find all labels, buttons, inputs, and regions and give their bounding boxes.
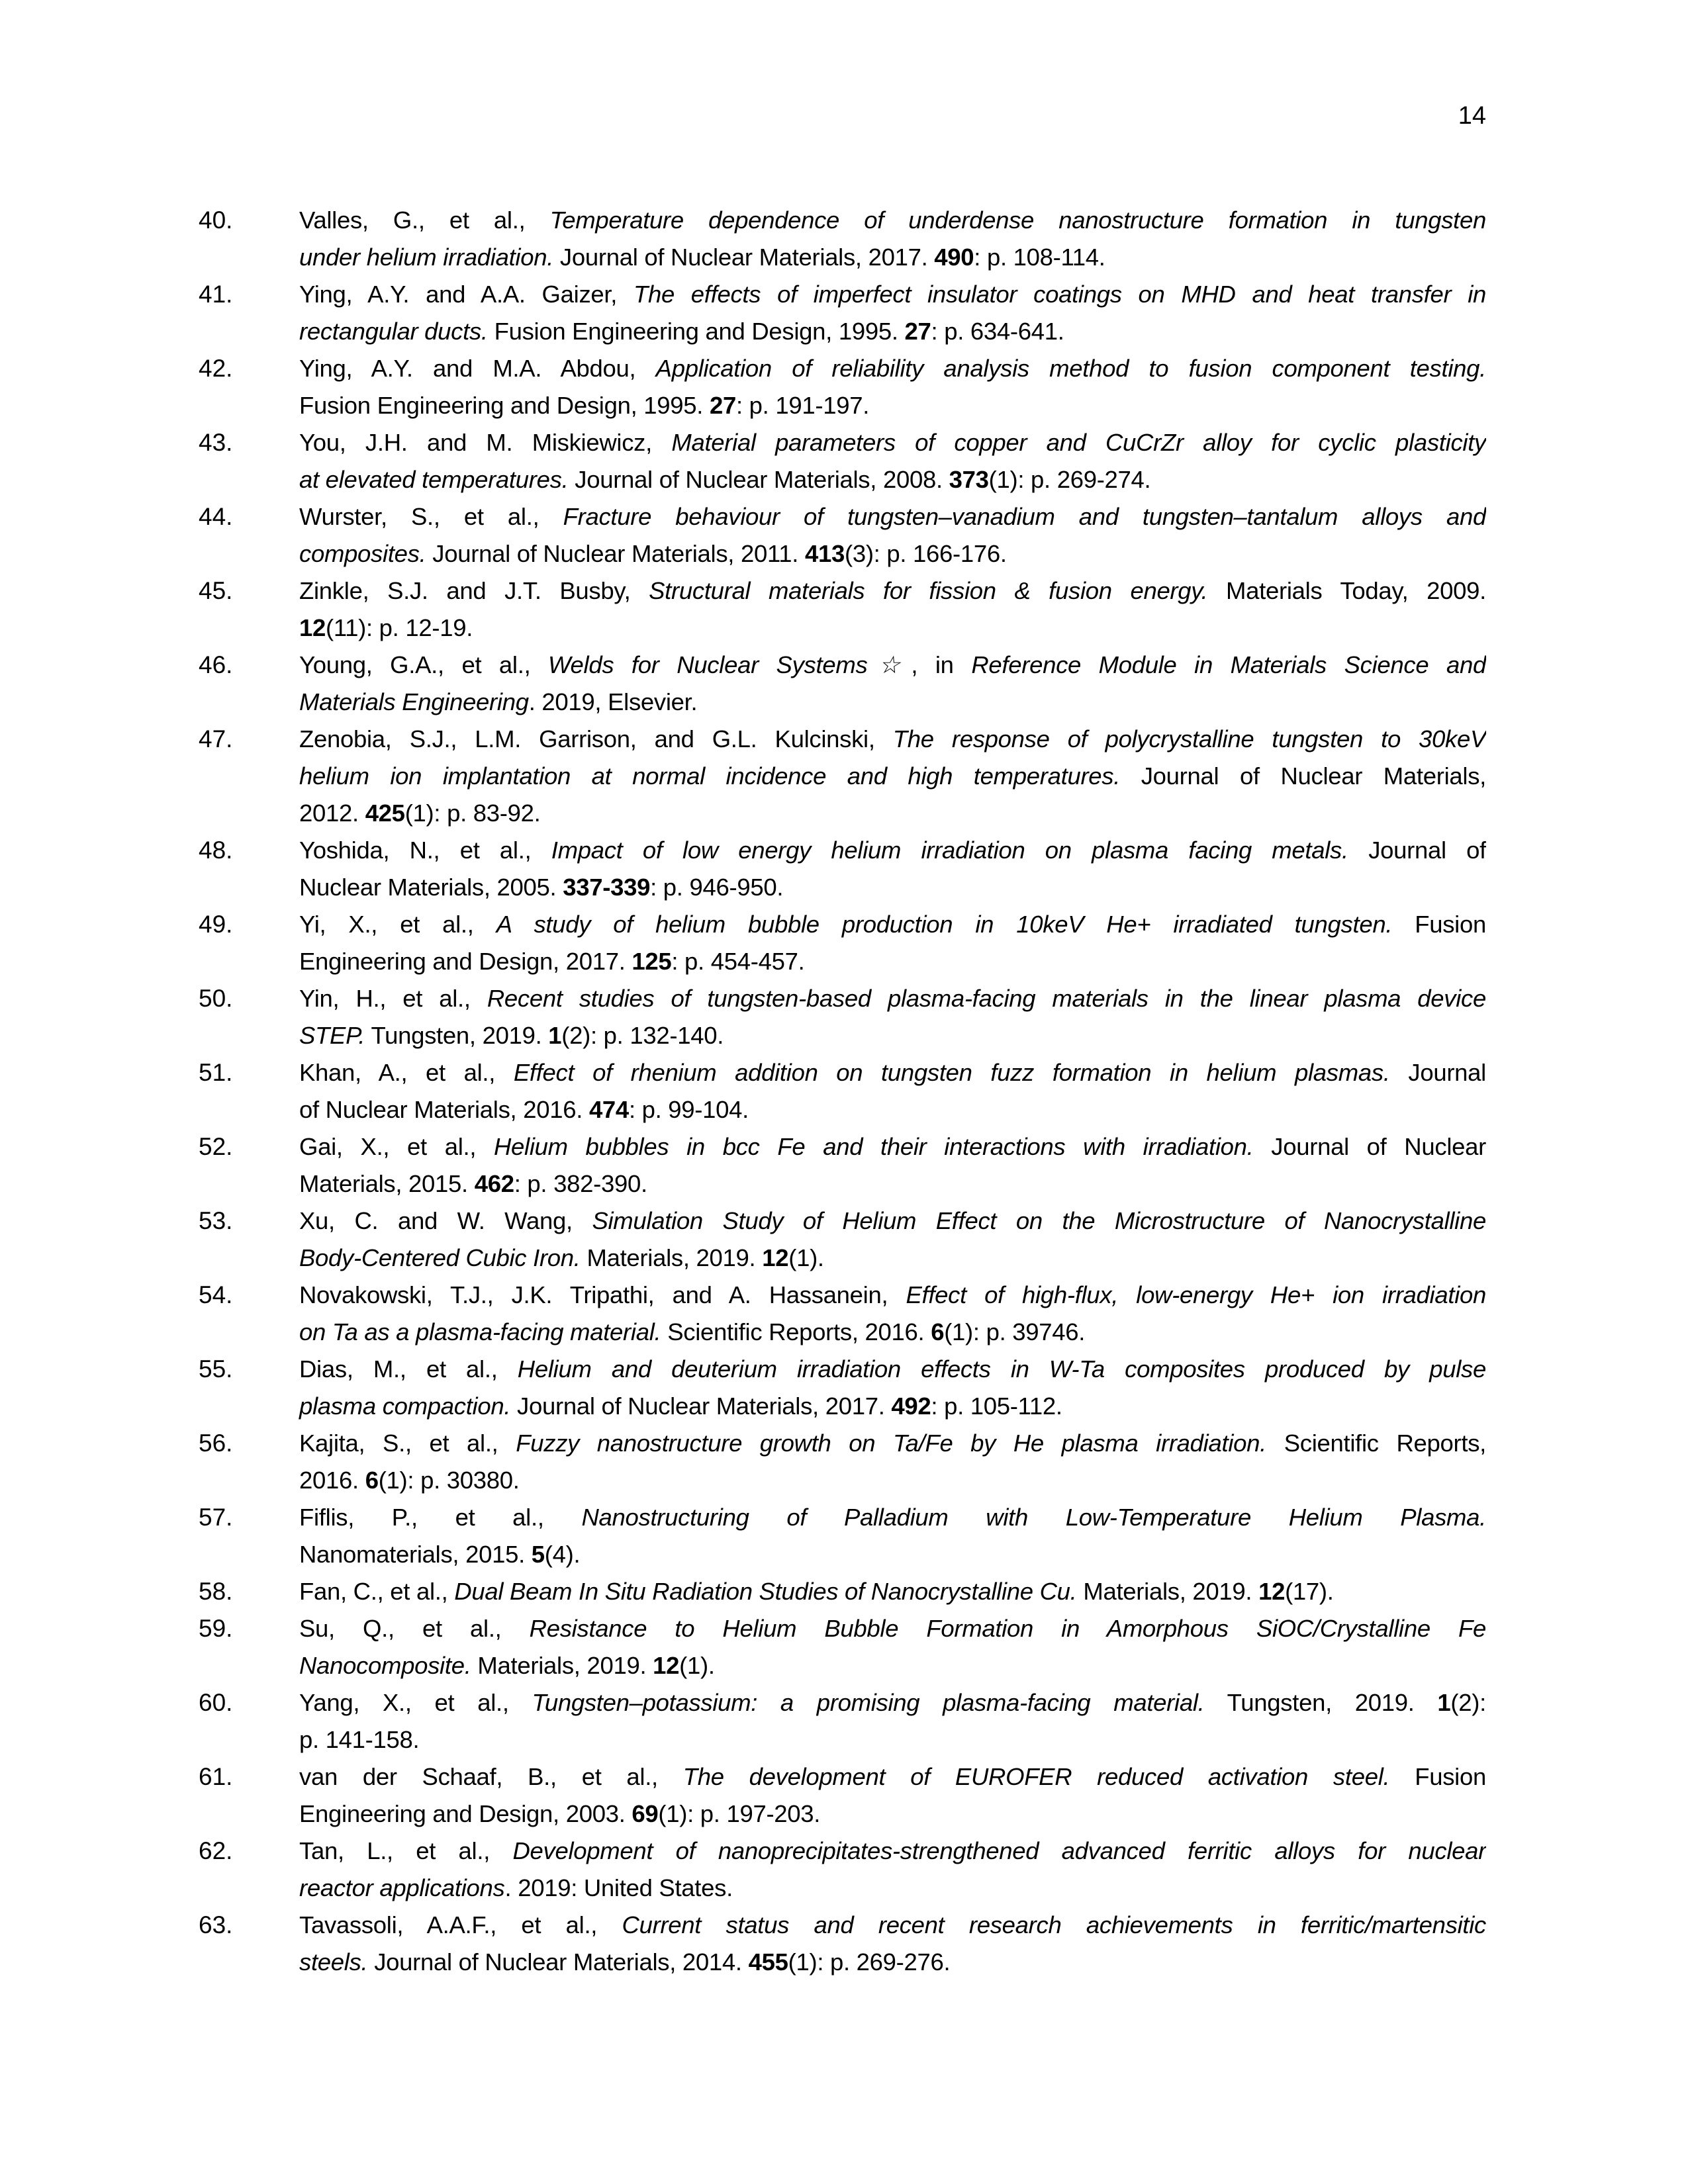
reference-text: : p. 454-457. — [671, 948, 805, 975]
reference-title-text: Application of reliability analysis method to fusion component testing. — [655, 355, 1486, 382]
reference-line — [299, 1091, 1486, 1128]
reference-number: 41. — [199, 281, 233, 308]
reference-text: Nanomaterials, 2015. — [299, 1541, 532, 1568]
reference-text: Journal of Nuclear Materials, 2017. — [510, 1392, 892, 1420]
reference-number: 51. — [199, 1059, 233, 1086]
reference-title-text: under helium irradiation. — [299, 244, 554, 271]
reference-volume-text: 1 — [1437, 1689, 1451, 1716]
reference-line — [299, 1388, 1486, 1425]
reference-text: Fusion — [1392, 911, 1486, 938]
reference-text: : p. 105-112. — [931, 1392, 1062, 1420]
reference-text: (1). — [679, 1652, 715, 1679]
reference-line — [299, 1054, 1486, 1091]
reference-line — [299, 1684, 1486, 1721]
reference-title-text: Body-Centered Cubic Iron. — [299, 1244, 581, 1271]
reference-item — [199, 1833, 1486, 1907]
reference-line — [299, 1647, 1486, 1684]
reference-volume-text: 474 — [588, 1096, 629, 1123]
reference-text: (17). — [1285, 1578, 1334, 1605]
reference-item — [199, 1684, 1486, 1758]
reference-line — [299, 1758, 1486, 1796]
reference-volume-text: 5 — [531, 1541, 545, 1568]
reference-title-text: Nanostructuring of Palladium with Low-Temperature Helium Plasma. — [581, 1504, 1486, 1531]
reference-text: Yang, X., et al., — [299, 1689, 532, 1716]
reference-text: Journal of — [1348, 837, 1486, 864]
reference-volume-text: 490 — [934, 244, 974, 271]
reference-text: You, J.H. and M. Miskiewicz, — [299, 429, 672, 456]
reference-title-text: Welds for Nuclear Systems☆ — [548, 651, 912, 678]
reference-text: Engineering and Design, 2017. — [299, 948, 632, 975]
reference-title-text: Reference Module in Materials Science and — [971, 651, 1486, 678]
reference-text: Engineering and Design, 2003. — [299, 1800, 632, 1827]
reference-volume-text: 1 — [548, 1022, 562, 1049]
reference-number: 43. — [199, 429, 233, 456]
reference-volume-text: 69 — [632, 1800, 659, 1827]
reference-number: 49. — [199, 911, 233, 938]
reference-text: . 2019: United States. — [504, 1874, 733, 1901]
reference-title-text: Resistance to Helium Bubble Formation in Amorphous SiOC/Crystalline Fe — [529, 1615, 1486, 1642]
reference-line — [299, 832, 1486, 869]
reference-number: 59. — [199, 1615, 233, 1642]
reference-volume-text: 12 — [299, 614, 326, 641]
reference-text: (1): p. 39746. — [944, 1318, 1086, 1345]
reference-text: Journal of Nuclear Materials, 2014. — [367, 1948, 749, 1976]
reference-line — [299, 1240, 1486, 1277]
reference-text: (1): p. 30380. — [378, 1467, 520, 1494]
reference-line — [299, 1796, 1486, 1833]
reference-volume-text: 12 — [1258, 1578, 1286, 1605]
reference-line — [299, 758, 1486, 795]
reference-title-text: Fuzzy nanostructure growth on Ta/Fe by He plasma irradiation. — [516, 1430, 1266, 1457]
reference-line — [299, 869, 1486, 906]
reference-line — [299, 1462, 1486, 1499]
reference-title-text: The effects of imperfect insulator coatings on MHD and heat transfer in — [633, 281, 1486, 308]
reference-text: (2): — [1450, 1689, 1486, 1716]
reference-line — [299, 1425, 1486, 1462]
reference-line — [299, 1536, 1486, 1573]
reference-title-text: plasma compaction. — [299, 1392, 511, 1420]
reference-volume-text: 6 — [365, 1467, 379, 1494]
reference-volume-text: 425 — [365, 799, 405, 827]
reference-text: Valles, G., et al., — [299, 206, 550, 234]
reference-line — [299, 943, 1486, 980]
reference-title-text: steels. — [299, 1948, 368, 1976]
reference-title-text: reactor applications — [299, 1874, 505, 1901]
reference-line — [299, 684, 1486, 721]
reference-title-text: Impact of low energy helium irradiation on plasma facing metals. — [551, 837, 1348, 864]
reference-text: (4). — [544, 1541, 581, 1568]
reference-text: Tavassoli, A.A.F., et al., — [299, 1911, 622, 1938]
reference-text: Xu, C. and W. Wang, — [299, 1207, 592, 1234]
reference-line — [299, 387, 1486, 424]
reference-line — [299, 1165, 1486, 1203]
reference-line — [299, 350, 1486, 387]
reference-volume-text: 125 — [632, 948, 672, 975]
reference-number: 56. — [199, 1430, 233, 1457]
reference-text: : p. 191-197. — [735, 392, 870, 419]
reference-item — [199, 647, 1486, 721]
reference-number: 45. — [199, 577, 233, 604]
reference-title-text: Materials Engineering — [299, 688, 529, 715]
reference-number: 53. — [199, 1207, 233, 1234]
reference-item — [199, 980, 1486, 1054]
reference-line — [299, 535, 1486, 572]
reference-line — [299, 1573, 1486, 1610]
reference-number: 48. — [199, 837, 233, 864]
reference-text: Kajita, S., et al., — [299, 1430, 516, 1457]
reference-text: (3): p. 166-176. — [844, 540, 1007, 567]
reference-line — [299, 795, 1486, 832]
reference-volume-text: 373 — [949, 466, 989, 493]
reference-text: of Nuclear Materials, 2016. — [299, 1096, 589, 1123]
reference-text: Fusion — [1389, 1763, 1486, 1790]
reference-line — [299, 202, 1486, 239]
reference-line — [299, 906, 1486, 943]
reference-item — [199, 498, 1486, 572]
reference-text: Yoshida, N., et al., — [299, 837, 551, 864]
reference-text: (1): p. 269-276. — [788, 1948, 951, 1976]
reference-item — [199, 832, 1486, 906]
reference-text: Journal of Nuclear — [1253, 1133, 1486, 1160]
reference-item — [199, 1054, 1486, 1128]
reference-text: (1): p. 197-203. — [658, 1800, 821, 1827]
reference-item — [199, 1758, 1486, 1833]
reference-text: , in — [911, 651, 972, 678]
reference-number: 42. — [199, 355, 233, 382]
reference-title-text: Effect of rhenium addition on tungsten fuzz formation in helium plasmas. — [513, 1059, 1390, 1086]
reference-item — [199, 424, 1486, 498]
reference-item — [199, 350, 1486, 424]
reference-title-text: Temperature dependence of underdense nanostructure formation in tungsten — [549, 206, 1486, 234]
reference-text: 2016. — [299, 1467, 365, 1494]
reference-title-text: Structural materials for fission & fusion energy. — [649, 577, 1208, 604]
reference-line — [299, 1314, 1486, 1351]
reference-text: Fan, C., et al., — [299, 1578, 455, 1605]
reference-text: Ying, A.Y. and A.A. Gaizer, — [299, 281, 633, 308]
reference-text: : p. 99-104. — [628, 1096, 749, 1123]
reference-title-text: Material parameters of copper and CuCrZr alloy for cyclic plasticity — [671, 429, 1486, 456]
reference-text: Zenobia, S.J., L.M. Garrison, and G.L. Kulcinski, — [299, 725, 893, 752]
reference-text: Fiflis, P., et al., — [299, 1504, 582, 1531]
reference-text: : p. 382-390. — [514, 1170, 647, 1197]
reference-title-text: helium ion implantation at normal incidence and high temperatures. — [299, 762, 1121, 790]
reference-text: Journal — [1389, 1059, 1486, 1086]
reference-text: 2012. — [299, 799, 365, 827]
reference-line — [299, 980, 1486, 1017]
reference-line — [299, 1721, 1486, 1758]
reference-text: Su, Q., et al., — [299, 1615, 530, 1642]
reference-title-text: Helium bubbles in bcc Fe and their interactions with irradiation. — [493, 1133, 1254, 1160]
reference-text: Tungsten, 2019. — [1204, 1689, 1438, 1716]
reference-number: 63. — [199, 1911, 233, 1938]
reference-text: Fusion Engineering and Design, 1995. — [487, 318, 905, 345]
reference-volume-text: 27 — [904, 318, 931, 345]
reference-number: 52. — [199, 1133, 233, 1160]
reference-number: 54. — [199, 1281, 233, 1308]
reference-text: (1): p. 269-274. — [988, 466, 1151, 493]
reference-item — [199, 202, 1486, 276]
reference-title-text: The response of polycrystalline tungsten to 30keV — [892, 725, 1486, 752]
reference-number: 60. — [199, 1689, 233, 1716]
reference-text: Novakowski, T.J., J.K. Tripathi, and A. Hassanein, — [299, 1281, 906, 1308]
reference-number: 46. — [199, 651, 233, 678]
reference-line — [299, 239, 1486, 276]
reference-volume-text: 455 — [748, 1948, 788, 1976]
reference-item — [199, 1351, 1486, 1425]
page-number: 14 — [1458, 102, 1486, 130]
reference-list — [199, 202, 1486, 1981]
reference-item — [199, 1203, 1486, 1277]
reference-text: Nuclear Materials, 2005. — [299, 874, 563, 901]
reference-title-text: on Ta as a plasma-facing material. — [299, 1318, 661, 1345]
reference-text: Materials, 2019. — [471, 1652, 653, 1679]
reference-number: 40. — [199, 206, 233, 234]
reference-text: Zinkle, S.J. and J.T. Busby, — [299, 577, 649, 604]
reference-line — [299, 1833, 1486, 1870]
reference-item — [199, 276, 1486, 350]
reference-text: Yin, H., et al., — [299, 985, 487, 1012]
reference-line — [299, 498, 1486, 535]
reference-title-text: Current status and recent research achievements in ferritic/martensitic — [622, 1911, 1486, 1938]
reference-title-text: rectangular ducts. — [299, 318, 488, 345]
reference-title-text: Nanocomposite. — [299, 1652, 471, 1679]
reference-volume-text: 12 — [762, 1244, 789, 1271]
reference-text: van der Schaaf, B., et al., — [299, 1763, 683, 1790]
reference-title-text: Helium and deuterium irradiation effects in W-Ta composites produced by pulse — [517, 1355, 1486, 1383]
reference-text: (1). — [788, 1244, 824, 1271]
reference-line — [299, 424, 1486, 461]
reference-text: (11): p. 12-19. — [326, 614, 473, 641]
reference-item — [199, 1128, 1486, 1203]
reference-text: Scientific Reports, — [1266, 1430, 1486, 1457]
reference-title-text: Effect of high-flux, low-energy He+ ion irradiation — [906, 1281, 1486, 1308]
reference-number: 47. — [199, 725, 233, 752]
reference-text: Khan, A., et al., — [299, 1059, 514, 1086]
reference-text: Gai, X., et al., — [299, 1133, 494, 1160]
reference-text: : p. 634-641. — [931, 318, 1064, 345]
reference-title-text: The development of EUROFER reduced activation steel. — [682, 1763, 1390, 1790]
reference-line — [299, 1499, 1486, 1536]
reference-number: 58. — [199, 1578, 233, 1605]
reference-item — [199, 1499, 1486, 1573]
reference-text: : p. 108-114. — [974, 244, 1105, 271]
reference-text: (2): p. 132-140. — [561, 1022, 724, 1049]
reference-text: Journal of Nuclear Materials, 2008. — [568, 466, 949, 493]
reference-text: Wurster, S., et al., — [299, 503, 563, 530]
reference-volume-text: 413 — [804, 540, 845, 567]
reference-title-text: Dual Beam In Situ Radiation Studies of Nanocrystalline Cu. — [454, 1578, 1077, 1605]
reference-text: p. 141-158. — [299, 1726, 420, 1753]
reference-volume-text: 6 — [931, 1318, 945, 1345]
reference-line — [299, 1277, 1486, 1314]
reference-line — [299, 1128, 1486, 1165]
reference-text: Journal of Nuclear Materials, — [1120, 762, 1486, 790]
reference-text: Yi, X., et al., — [299, 911, 496, 938]
reference-text: . 2019, Elsevier. — [528, 688, 698, 715]
reference-line — [299, 1944, 1486, 1981]
reference-line — [299, 1351, 1486, 1388]
reference-volume-text: 27 — [709, 392, 736, 419]
reference-volume-text: 12 — [653, 1652, 680, 1679]
reference-number: 44. — [199, 503, 233, 530]
reference-line — [299, 1017, 1486, 1054]
reference-title-text: Development of nanoprecipitates-strengthened advanced ferritic alloys for nuclear — [512, 1837, 1486, 1864]
reference-line — [299, 1907, 1486, 1944]
reference-number: 57. — [199, 1504, 233, 1531]
reference-title-text: Tungsten–potassium: a promising plasma-facing material. — [532, 1689, 1205, 1716]
reference-line — [299, 1203, 1486, 1240]
reference-item — [199, 1907, 1486, 1981]
reference-text: (1): p. 83-92. — [404, 799, 541, 827]
reference-text: Dias, M., et al., — [299, 1355, 518, 1383]
reference-item — [199, 906, 1486, 980]
reference-text: Scientific Reports, 2016. — [661, 1318, 931, 1345]
reference-volume-text: 492 — [891, 1392, 931, 1420]
reference-line — [299, 647, 1486, 684]
reference-item — [199, 1277, 1486, 1351]
reference-item — [199, 572, 1486, 647]
reference-number: 50. — [199, 985, 233, 1012]
reference-text: Young, G.A., et al., — [299, 651, 549, 678]
reference-title-text: Fracture behaviour of tungsten–vanadium and tungsten–tantalum alloys and — [563, 503, 1486, 530]
reference-volume-text: 462 — [474, 1170, 514, 1197]
reference-line — [299, 461, 1486, 498]
reference-text: Fusion Engineering and Design, 1995. — [299, 392, 710, 419]
reference-title-text: Recent studies of tungsten-based plasma-facing materials in the linear plasma device — [487, 985, 1486, 1012]
reference-item — [199, 1610, 1486, 1684]
reference-line — [299, 610, 1486, 647]
reference-line — [299, 721, 1486, 758]
reference-text: : p. 946-950. — [650, 874, 784, 901]
reference-number: 61. — [199, 1763, 233, 1790]
reference-text: Materials, 2019. — [1076, 1578, 1259, 1605]
reference-text: Materials, 2019. — [580, 1244, 763, 1271]
reference-line — [299, 313, 1486, 350]
reference-item — [199, 1425, 1486, 1499]
reference-volume-text: 337-339 — [563, 874, 651, 901]
reference-text: Journal of Nuclear Materials, 2017. — [553, 244, 935, 271]
reference-title-text: A study of helium bubble production in 10keV He+ irradiated tungsten. — [496, 911, 1393, 938]
reference-item — [199, 721, 1486, 832]
reference-line — [299, 572, 1486, 610]
reference-title-text: composites. — [299, 540, 426, 567]
reference-line — [299, 1870, 1486, 1907]
reference-text: Materials Today, 2009. — [1207, 577, 1486, 604]
reference-line — [299, 276, 1486, 313]
reference-number: 62. — [199, 1837, 233, 1864]
reference-text: Journal of Nuclear Materials, 2011. — [426, 540, 805, 567]
reference-number: 55. — [199, 1355, 233, 1383]
reference-text: Ying, A.Y. and M.A. Abdou, — [299, 355, 656, 382]
reference-title-text: at elevated temperatures. — [299, 466, 569, 493]
reference-item — [199, 1573, 1486, 1610]
reference-text: Tan, L., et al., — [299, 1837, 513, 1864]
reference-title-text: STEP. — [299, 1022, 365, 1049]
reference-title-text: Simulation Study of Helium Effect on the Microstructure of Nanocrystalline — [592, 1207, 1486, 1234]
reference-text: Tungsten, 2019. — [365, 1022, 549, 1049]
reference-text: Materials, 2015. — [299, 1170, 475, 1197]
reference-line — [299, 1610, 1486, 1647]
